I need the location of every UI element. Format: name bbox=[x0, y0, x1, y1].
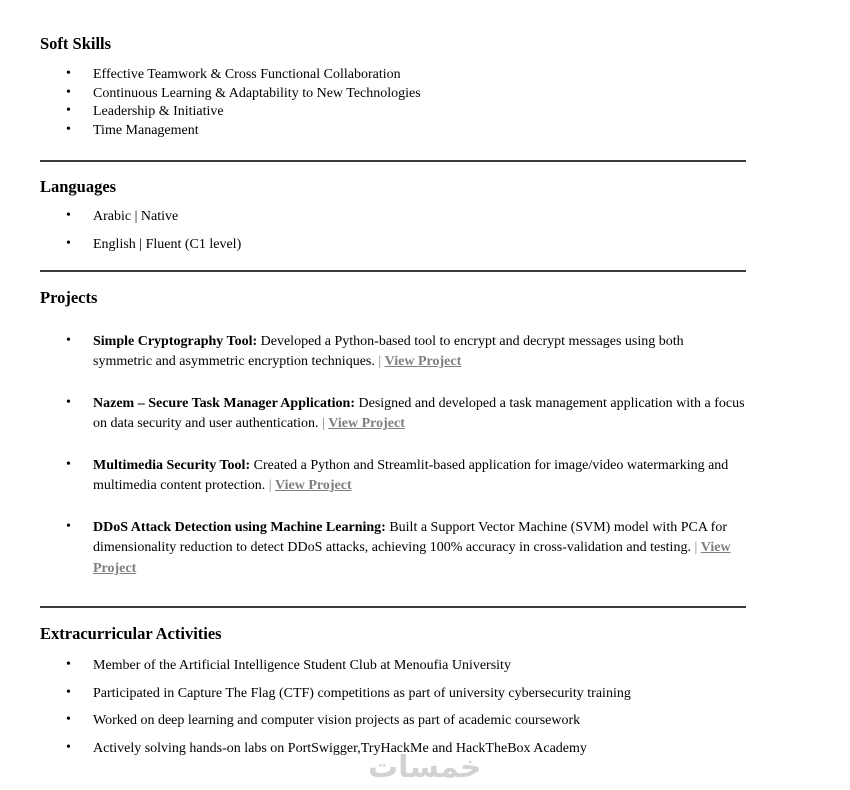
bullet-icon: • bbox=[66, 332, 71, 348]
soft-skills-list bbox=[40, 66, 746, 141]
section-extracurricular bbox=[40, 624, 746, 758]
bullet-icon: • bbox=[66, 207, 71, 223]
section-languages bbox=[40, 177, 746, 254]
extracurricular-list bbox=[40, 656, 746, 758]
section-divider bbox=[40, 270, 746, 272]
project-description: Built a Support Vector Machine (SVM) model with PCA for dimensionality reduction to detect DDoS attacks, achieving 100% accuracy in cross-validation and testing. bbox=[93, 519, 727, 556]
bullet-icon: • bbox=[66, 739, 71, 755]
languages-heading: Languages bbox=[40, 176, 117, 196]
list-item-text: Worked on deep learning and computer vision projects as part of academic coursework bbox=[93, 713, 581, 729]
project-text bbox=[93, 458, 728, 494]
project-description: Created a Python and Streamlit-based application for image/video watermarking and multimedia content protection. bbox=[93, 457, 729, 494]
project-title: Nazem – Secure Task Manager Application: bbox=[93, 395, 355, 411]
project-title: DDoS Attack Detection using Machine Learning: bbox=[93, 519, 386, 535]
project-text bbox=[93, 334, 684, 370]
project-title: Multimedia Security Tool: bbox=[93, 457, 251, 473]
list-item-text: Actively solving hands-on labs on PortSwigger,TryHackMe and HackTheBox Academy bbox=[93, 740, 587, 756]
list-item-text: English | Fluent (C1 level) bbox=[93, 236, 242, 252]
list-item bbox=[40, 207, 746, 226]
project-description: Designed and developed a task management application with a focus on data security and user authentication. bbox=[93, 395, 745, 432]
list-item bbox=[40, 66, 746, 85]
project-title: Simple Cryptography Tool: bbox=[93, 333, 258, 349]
languages-list bbox=[40, 207, 746, 254]
section-soft-skills bbox=[40, 34, 746, 141]
view-project-link[interactable]: View Project bbox=[328, 416, 405, 432]
project-item bbox=[40, 518, 746, 580]
bullet-icon: • bbox=[66, 456, 71, 472]
link-separator: | bbox=[694, 540, 698, 556]
list-item-text: Effective Teamwork & Cross Functional Collaboration bbox=[93, 67, 401, 82]
list-item-text: Participated in Capture The Flag (CTF) competitions as part of university cybersecurity training bbox=[93, 685, 631, 701]
extracurricular-heading: Extracurricular Activities bbox=[40, 624, 222, 644]
bullet-icon: • bbox=[66, 657, 71, 673]
view-project-link[interactable]: View Project bbox=[93, 540, 731, 576]
view-project-link[interactable]: View Project bbox=[384, 354, 462, 370]
list-item-text: Continuous Learning & Adaptability to New Technologies bbox=[93, 85, 421, 101]
list-item bbox=[40, 684, 746, 703]
khamsat-watermark: خمسات bbox=[368, 750, 482, 785]
bullet-icon: • bbox=[66, 84, 71, 100]
list-item bbox=[40, 711, 746, 730]
list-item bbox=[40, 103, 746, 122]
bullet-icon: • bbox=[66, 235, 71, 251]
projects-list bbox=[40, 332, 746, 580]
section-projects bbox=[40, 288, 746, 580]
section-divider bbox=[40, 606, 746, 608]
list-item-text: Arabic | Native bbox=[93, 208, 179, 224]
list-item-text: Member of the Artificial Intelligence Student Club at Menoufia University bbox=[93, 658, 511, 674]
list-item-text: Time Management bbox=[93, 123, 199, 139]
list-item-text: Leadership & Initiative bbox=[93, 104, 224, 120]
link-separator: | bbox=[268, 478, 272, 494]
project-text bbox=[93, 520, 731, 576]
list-item bbox=[40, 85, 746, 104]
view-project-link[interactable]: View Project bbox=[275, 478, 352, 494]
bullet-icon: • bbox=[66, 122, 71, 138]
list-item bbox=[40, 656, 746, 675]
bullet-icon: • bbox=[66, 66, 71, 81]
bullet-icon: • bbox=[66, 518, 71, 534]
bullet-icon: • bbox=[66, 684, 71, 700]
bullet-icon: • bbox=[66, 712, 71, 728]
bullet-icon: • bbox=[66, 103, 71, 119]
bullet-icon: • bbox=[66, 394, 71, 410]
projects-heading: Projects bbox=[40, 287, 98, 307]
project-text bbox=[93, 396, 745, 432]
section-divider bbox=[40, 160, 746, 162]
link-separator: | bbox=[378, 354, 382, 370]
link-separator: | bbox=[321, 416, 325, 432]
soft-skills-heading: Soft Skills bbox=[40, 34, 112, 53]
project-description: Developed a Python-based tool to encrypt and decrypt messages using both symmetric and asymmetric encryption techniques. bbox=[93, 333, 684, 370]
list-item bbox=[40, 235, 746, 254]
project-item bbox=[40, 332, 746, 373]
project-item bbox=[40, 394, 746, 435]
project-item bbox=[40, 456, 746, 497]
list-item bbox=[40, 122, 746, 141]
